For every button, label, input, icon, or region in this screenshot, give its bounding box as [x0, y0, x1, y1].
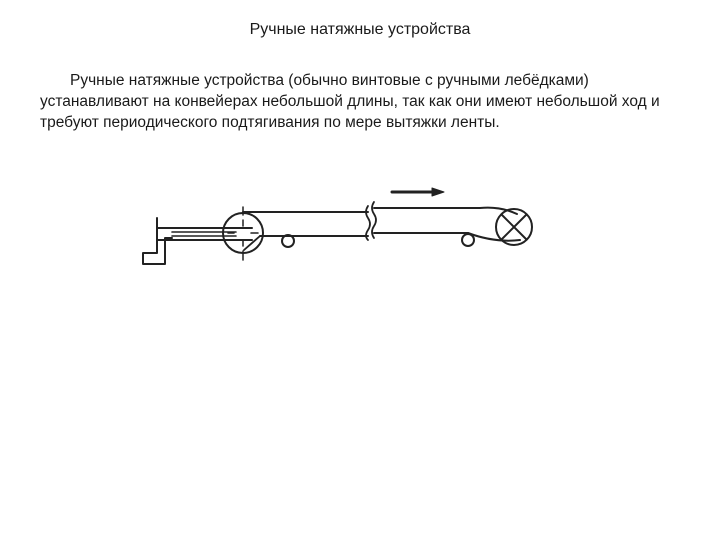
belt-upper-run [243, 208, 517, 214]
slide-body-text: Ручные натяжные устройства (обычно винтовые с ручными лебёдками) устанавливают на конвейерах небольшой длины, так как они имеют небольшой ход и требуют периодического подтягивания по мере вытяжки ленты. [40, 72, 660, 131]
direction-arrow-icon [392, 188, 444, 196]
tail-pulley [223, 207, 263, 260]
slide-title: Ручные натяжные устройства [249, 21, 471, 38]
belt-conveyor-tensioner-diagram [130, 180, 540, 280]
